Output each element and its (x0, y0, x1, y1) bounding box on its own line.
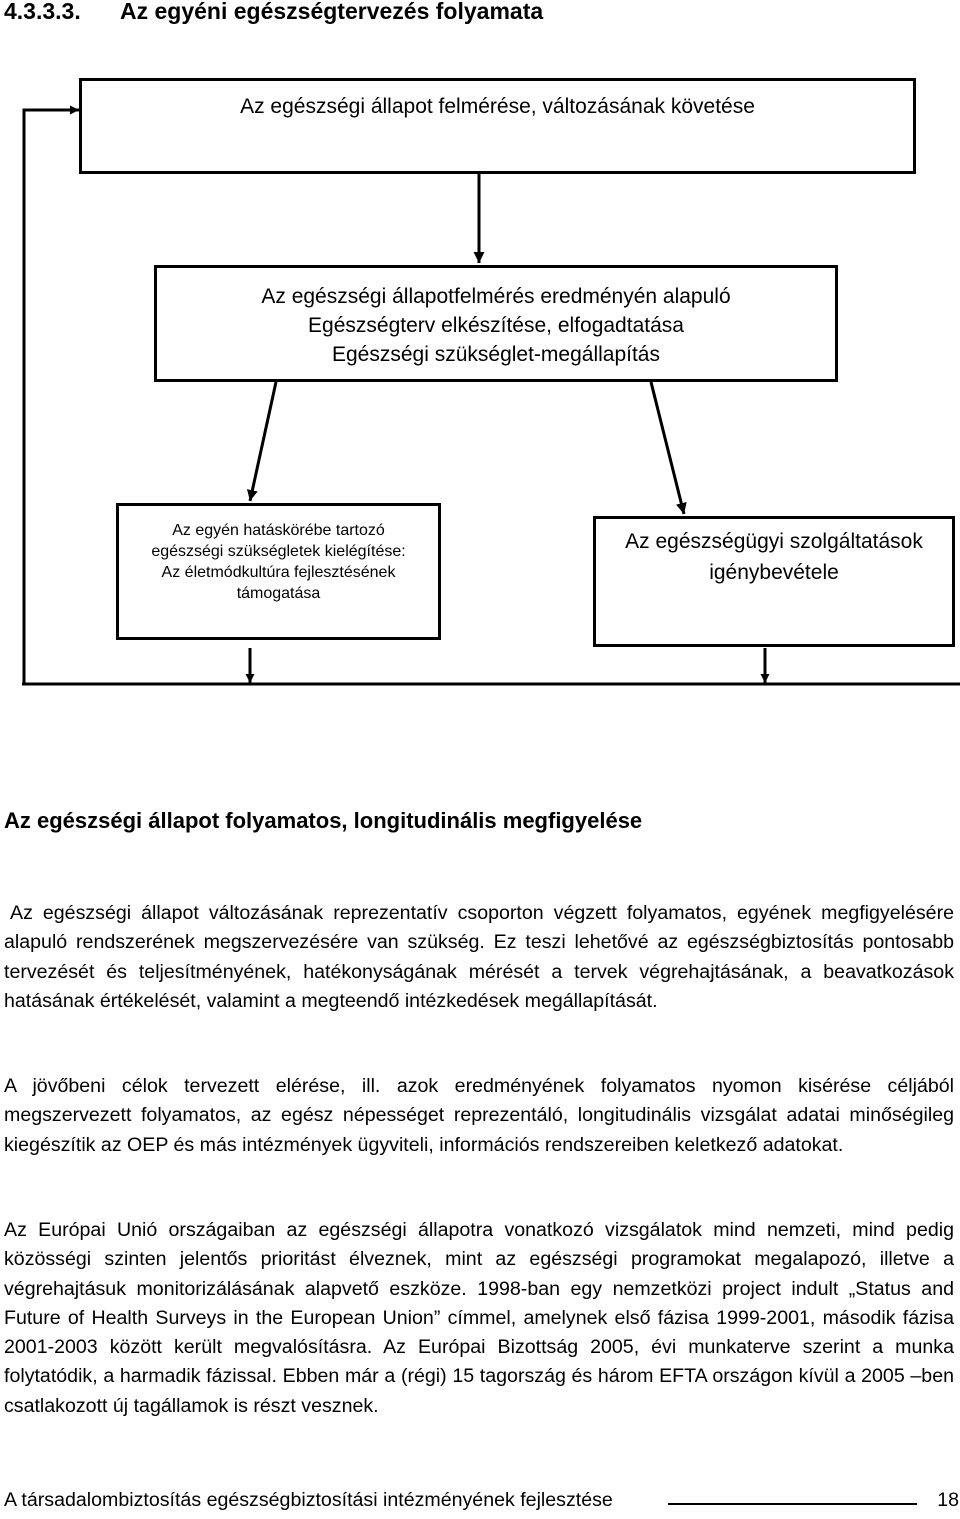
individual-needs-line: támogatása (236, 585, 321, 602)
page-number: 18 (937, 1489, 959, 1511)
arrow-middle-to-left (250, 382, 276, 501)
health-services-line: Az egészségügyi szolgáltatások (625, 530, 923, 553)
footer-rule (668, 1503, 917, 1505)
individual-needs-box (116, 503, 441, 640)
paragraph: A jövőbeni célok tervezett elérése, ill. azok eredményének folyamatos nyomon kisérése céljából megszervezett folyamatos, az egész népességet reprezentáló, longitudinális vizsgálat adatai minőségileg kiegészítik az OEP és más intézmények ügyviteli, információs rendszereiben keletkező adatokat. (4, 1075, 954, 1156)
feedback-loop-line (24, 110, 79, 684)
section-number: 4.3.3.3. (4, 0, 81, 24)
individual-needs-line: egészségi szükségletek kielégítése: (151, 543, 406, 560)
paragraph: Az Európai Unió országaiban az egészségi állapotra vonatkozó vizsgálatok mind nemzeti, mind pedig közösségi szinten jelentős prioritást élveznek, mint az egészségi programokat megalapozó, illetve a végrehajtásuk monitorizálásának alapvető eszköze. 1998-ban egy nemzetközi project indult „Status and Future of Health Surveys in the European Union” címmel, amelynek első fázisa 1999-2001, második fázisa 2001-2003 között került megvalósításra. Az Európai Bizottság 2005, évi munkaterve szerint a munka folytatódik, a harmadik fázissal. Ebben már a (régi) 15 tagország és három EFTA országon kívül a 2005 –ben csatlakozott új tagállamok is részt vesznek. (4, 1219, 954, 1417)
health-services-box (593, 516, 955, 647)
assessment-box-text: Az egészségi állapot felmérése, változásának követése (240, 95, 755, 118)
section-title: Az egyéni egészségtervezés folyamata (120, 0, 544, 24)
assessment-box (79, 78, 916, 174)
health-plan-line: Az egészségi állapotfelmérés eredményén alapuló (261, 285, 731, 308)
paragraph: Az egészségi állapot változásának reprezentatív csoporton végzett folyamatos, egyének megfigyelésére alapuló rendszerének megszervezésére van szükség. Ez teszi lehetővé az egészségbiztosítás pontosabb tervezését és teljesítményének, hatékonyságának mérését a tervek végrehajtásának, a beavatkozások hatásának értékelését, valamint a megteendő intézkedések megállapítását. (4, 902, 954, 1012)
health-plan-box (154, 265, 838, 382)
arrow-middle-to-right (651, 382, 684, 514)
subsection-heading: Az egészségi állapot folyamatos, longitudinális megfigyelése (4, 808, 643, 833)
page-footer (4, 1489, 959, 1517)
footer-title: A társadalombiztosítás egészségbiztosítási intézményének fejlesztése (4, 1489, 613, 1511)
individual-needs-line: Az egyén hatáskörébe tartozó (172, 522, 385, 539)
health-services-line: igénybevétele (709, 561, 839, 584)
health-plan-line: Egészségterv elkészítése, elfogadtatása (308, 314, 684, 337)
health-plan-line: Egészségi szükséglet-megállapítás (331, 343, 660, 366)
individual-needs-line: Az életmódkultúra fejlesztésének (161, 564, 396, 581)
